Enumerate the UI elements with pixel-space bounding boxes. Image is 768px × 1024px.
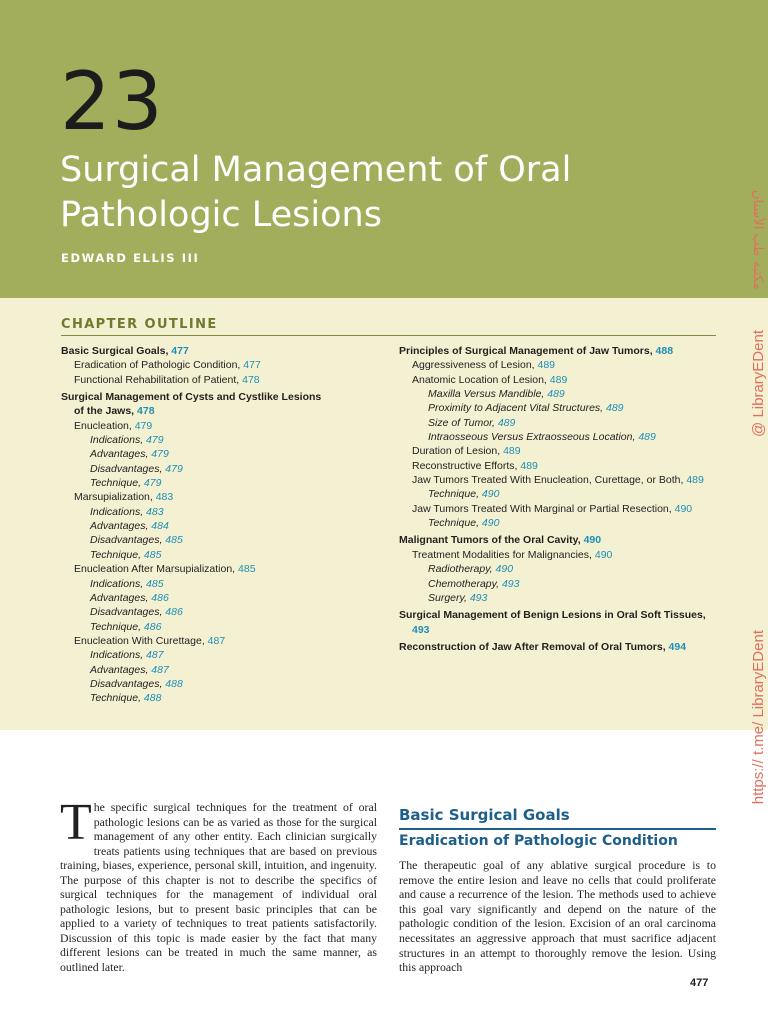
outline-entry-page: 485	[143, 548, 162, 561]
outline-entry-page: 489	[520, 459, 538, 472]
outline-column-left	[61, 344, 331, 706]
outline-entry-page: 479	[134, 419, 153, 432]
outline-entry	[61, 462, 331, 476]
drop-cap: T	[60, 794, 92, 851]
page-number: 477	[690, 977, 709, 989]
outline-entry-page: 478	[137, 405, 155, 418]
outline-entry-title: Size of Tumor,	[428, 416, 498, 429]
outline-entry	[61, 490, 331, 504]
outline-entry-page: 479	[146, 434, 164, 447]
outline-entry	[61, 577, 331, 591]
outline-entry-title: Surgery,	[428, 591, 470, 604]
chapter-outline-heading: CHAPTER OUTLINE	[61, 317, 218, 332]
outline-entry	[399, 444, 719, 458]
outline-entry-page: 490	[495, 563, 514, 576]
outline-entry	[399, 487, 719, 501]
outline-entry	[61, 620, 331, 634]
outline-entry	[61, 373, 331, 387]
outline-entry-title: Radiotherapy,	[428, 563, 496, 576]
outline-entry	[399, 344, 719, 358]
outline-entry-title: Aggressiveness of Lesion,	[412, 359, 538, 372]
outline-entry	[61, 344, 331, 358]
outline-entry	[399, 373, 719, 387]
outline-entry-page: 490	[674, 502, 693, 515]
outline-entry	[61, 548, 331, 562]
outline-entry-title: Technique,	[90, 620, 144, 633]
outline-entry	[399, 387, 719, 401]
outline-entry-title: Maxilla Versus Mandible,	[428, 388, 548, 401]
outline-entry-title: Technique,	[90, 692, 144, 705]
outline-entry-page: 477	[243, 359, 261, 372]
outline-entry-page: 487	[151, 663, 169, 676]
outline-entry-page: 478	[242, 373, 260, 386]
outline-entry	[399, 430, 719, 444]
outline-entry-title: Surgical Management of Benign Lesions in Oral Soft Tissues,	[399, 609, 706, 622]
outline-entry	[61, 634, 331, 648]
outline-entry-title: Proximity to Adjacent Vital Structures,	[428, 402, 606, 415]
outline-entry	[61, 476, 331, 490]
outline-entry	[61, 562, 331, 576]
outline-entry-page: 488	[165, 677, 183, 690]
outline-entry-page: 489	[638, 431, 656, 444]
outline-entry-page: 479	[143, 477, 162, 490]
outline-entry-page: 486	[165, 606, 183, 619]
outline-entry	[399, 473, 719, 487]
outline-entry	[61, 390, 331, 419]
outline-entry	[61, 691, 331, 705]
chapter-number: 23	[60, 55, 164, 148]
outline-entry	[399, 591, 719, 605]
outline-entry-page: 489	[503, 445, 521, 458]
outline-entry-page: 483	[146, 505, 164, 518]
chapter-title-line2: Pathologic Lesions	[60, 195, 382, 235]
outline-entry	[399, 516, 719, 530]
outline-entry	[61, 358, 331, 372]
outline-entry-page: 485	[238, 563, 256, 576]
outline-entry-page: 490	[594, 548, 613, 561]
outline-entry-page: 485	[146, 577, 164, 590]
outline-entry-title: Marsupialization,	[74, 491, 156, 504]
outline-entry	[61, 591, 331, 605]
outline-entry-page: 493	[469, 591, 488, 604]
outline-entry-title: Indications,	[90, 577, 147, 590]
outline-entry	[399, 608, 719, 637]
outline-entry-title: Technique,	[428, 517, 482, 530]
sidebar-handle-watermark: @ LibraryEDent	[750, 330, 767, 437]
outline-entry-title: Indications,	[90, 649, 147, 662]
outline-entry-page: 489	[537, 359, 556, 372]
outline-entry-page: 493	[412, 623, 430, 636]
outline-column-right	[399, 344, 719, 654]
outline-entry	[399, 640, 719, 654]
outline-entry	[399, 502, 719, 516]
outline-entry-title: Duration of Lesion,	[412, 445, 504, 458]
outline-entry	[61, 505, 331, 519]
subsection-heading: Eradication of Pathologic Condition	[399, 833, 678, 849]
outline-entry-page: 483	[155, 491, 174, 504]
section-heading: Basic Surgical Goals	[399, 806, 570, 824]
outline-entry-page: 489	[686, 474, 704, 487]
outline-entry-page: 487	[146, 649, 164, 662]
outline-entry-title: Advantages,	[90, 591, 152, 604]
outline-entry-page: 490	[583, 534, 602, 547]
outline-entry-title: Disadvantages,	[90, 606, 166, 619]
outline-entry-page: 488	[143, 692, 162, 705]
outline-entry-title: Technique,	[90, 477, 144, 490]
outline-entry-page: 486	[151, 591, 169, 604]
outline-entry-title: Basic Surgical Goals,	[61, 345, 172, 357]
outline-entry-page: 493	[501, 577, 520, 590]
outline-entry-title: Disadvantages,	[90, 677, 166, 690]
outline-entry	[61, 648, 331, 662]
outline-entry-page: 485	[165, 534, 183, 547]
outline-entry	[61, 433, 331, 447]
outline-entry-page: 477	[171, 345, 189, 357]
outline-entry-page: 490	[481, 488, 500, 501]
outline-entry-page: 486	[143, 620, 162, 633]
outline-entry-title: Enucleation After Marsupialization,	[74, 563, 239, 576]
intro-paragraph	[60, 794, 377, 974]
outline-entry-title: Advantages,	[90, 520, 152, 533]
outline-entry	[61, 419, 331, 433]
outline-entry-title: Indications,	[90, 505, 147, 518]
outline-entry-title: Functional Rehabilitation of Patient,	[74, 373, 243, 386]
outline-entry-title: Principles of Surgical Management of Jaw Tumors,	[399, 345, 656, 357]
outline-entry-title: Advantages,	[90, 663, 152, 676]
chapter-author: EDWARD ELLIS III	[61, 251, 200, 265]
outline-entry-title: Advantages,	[90, 448, 152, 461]
chapter-title	[60, 148, 660, 238]
outline-entry-page: 488	[655, 345, 674, 357]
outline-entry	[61, 533, 331, 547]
outline-entry-title: Treatment Modalities for Malignancies,	[412, 548, 595, 561]
section-divider	[399, 828, 716, 830]
outline-entry-title: Enucleation With Curettage,	[74, 634, 208, 647]
outline-entry-title: Eradication of Pathologic Condition,	[74, 359, 244, 372]
outline-entry-title: Jaw Tumors Treated With Enucleation, Curettage, or Both,	[412, 474, 687, 487]
outline-entry	[399, 548, 719, 562]
outline-entry-title: Anatomic Location of Lesion,	[412, 373, 550, 386]
outline-entry-page: 494	[668, 640, 687, 653]
outline-entry-title: Malignant Tumors of the Oral Cavity,	[399, 534, 584, 547]
outline-entry-title: Intraosseous Versus Extraosseous Location,	[428, 431, 639, 444]
outline-entry-title: Surgical Management of Cysts and Cystlike Lesions of the Jaws,	[61, 391, 322, 418]
outline-entry-page: 479	[165, 462, 183, 475]
outline-entry-title: Technique,	[90, 548, 144, 561]
outline-entry	[399, 577, 719, 591]
outline-entry-title: Technique,	[428, 488, 482, 501]
outline-entry	[399, 416, 719, 430]
chapter-header	[0, 0, 768, 298]
outline-entry-page: 489	[547, 388, 565, 401]
chapter-title-line1: Surgical Management of Oral	[60, 150, 572, 190]
outline-entry-title: Reconstruction of Jaw After Removal of Oral Tumors,	[399, 640, 669, 653]
sidebar-url-watermark: https:// t.me/ LibraryEDent	[750, 630, 767, 805]
outline-entry-page: 489	[497, 416, 516, 429]
outline-divider	[61, 335, 716, 336]
outline-entry-page: 484	[151, 520, 169, 533]
outline-entry-title: Jaw Tumors Treated With Marginal or Partial Resection,	[412, 502, 675, 515]
outline-entry-page: 490	[481, 517, 500, 530]
outline-entry-title: Disadvantages,	[90, 462, 166, 475]
outline-entry	[61, 663, 331, 677]
outline-entry-page: 479	[151, 448, 169, 461]
outline-entry	[399, 533, 719, 547]
outline-entry-title: Chemotherapy,	[428, 577, 502, 590]
outline-entry	[399, 562, 719, 576]
outline-entry-title: Indications,	[90, 434, 147, 447]
outline-entry-page: 489	[549, 373, 568, 386]
outline-entry-title: Disadvantages,	[90, 534, 166, 547]
outline-entry	[399, 401, 719, 415]
outline-entry-title: Enucleation,	[74, 419, 135, 432]
intro-text: he specific surgical techniques for the treatment of oral pathologic lesions can be as varied as those for the surgical management of any other entity. Each clinician surgically treats patients using techniques that are based on previous training, biases, experience, personal skill, intuition, and ingenuity. The purpose of this chapter is not to describe the specifics of surgical techniques for the management of individual oral pathologic lesions, but to present basic principles that can be applied to a variety of techniques to treat patients satisfactorily. Discussion of this topic is made easier by the fact that many different lesions can be treated in much the same manner, as outlined later.	[60, 800, 377, 974]
outline-entry	[61, 447, 331, 461]
section-paragraph: The therapeutic goal of any ablative surgical procedure is to remove the entire lesion and leave no cells that could proliferate and cause a recurrence of the lesion. The methods used to achieve this goal vary significantly and depend on the nature of the pathologic condition of the lesion. Excision of an oral carcinoma necessitates an aggressive approach that must sacrifice adjacent structures in an attempt to thoroughly remove the lesion. Using this approach	[399, 858, 716, 975]
outline-entry	[399, 459, 719, 473]
outline-entry-page: 487	[207, 634, 226, 647]
outline-entry-title: Reconstructive Efforts,	[412, 459, 521, 472]
outline-entry	[61, 519, 331, 533]
outline-entry	[61, 605, 331, 619]
outline-entry	[61, 677, 331, 691]
sidebar-arabic-watermark: مكتبة طب الأسنان	[750, 190, 765, 290]
outline-entry	[399, 358, 719, 372]
outline-entry-page: 489	[606, 402, 624, 415]
